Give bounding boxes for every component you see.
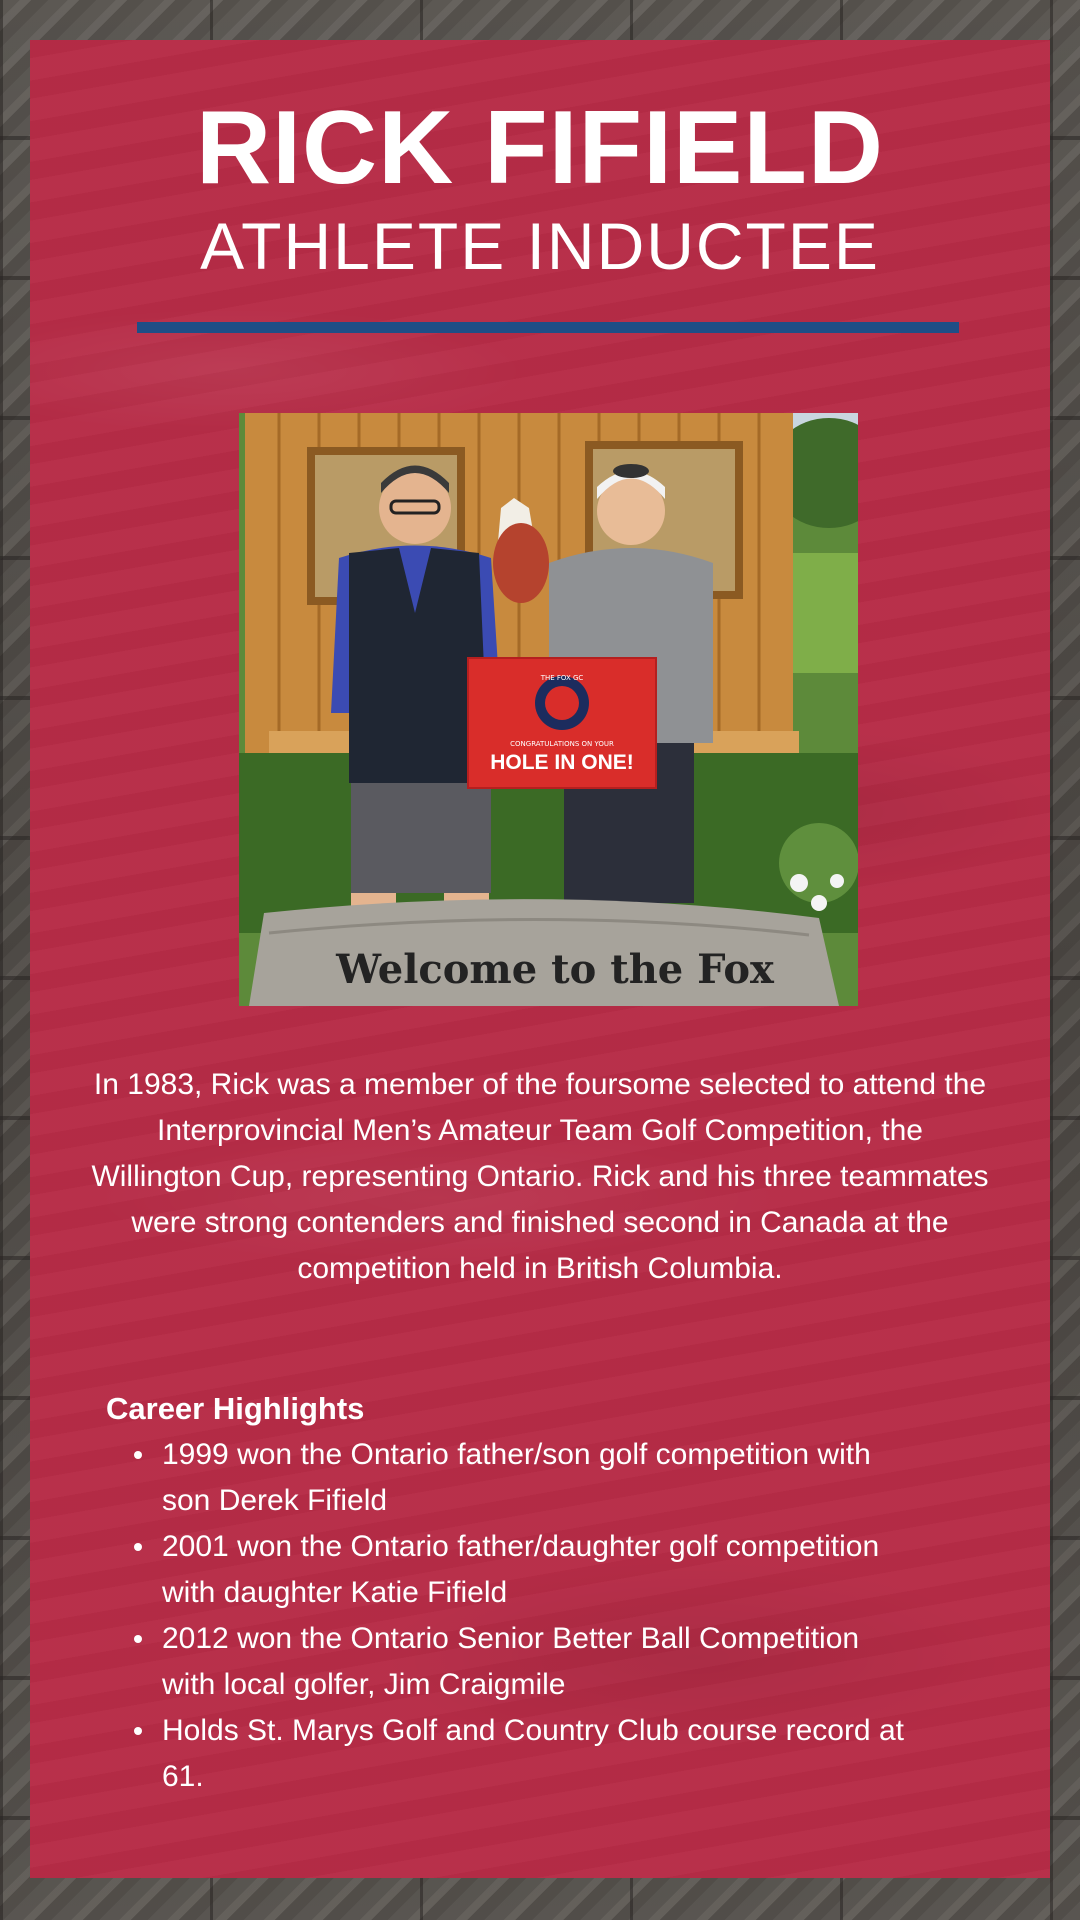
flag-emblem-text: THE FOX GC xyxy=(540,674,584,682)
flag-hole-in-one-text: HOLE IN ONE! xyxy=(490,751,634,774)
flag-congrats-text: CONGRATULATIONS ON YOUR xyxy=(510,740,614,748)
career-highlights-heading: Career Highlights xyxy=(106,1391,365,1426)
bullet-icon xyxy=(134,1727,142,1735)
highlight-text: Holds St. Marys Golf and Country Club course record at 61. xyxy=(162,1714,904,1793)
bullet-icon xyxy=(134,1451,142,1459)
inductee-photo xyxy=(239,413,858,1006)
title-divider xyxy=(137,322,959,333)
list-item xyxy=(106,1708,906,1800)
list-item xyxy=(106,1432,906,1524)
inductee-name: RICK FIFIELD xyxy=(196,90,884,206)
rock-welcome-text: Welcome to the Fox xyxy=(336,946,774,993)
inductee-panel xyxy=(30,40,1050,1878)
list-item xyxy=(106,1616,906,1708)
bullet-icon xyxy=(134,1543,142,1551)
inductee-bio: In 1983, Rick was a member of the foursome selected to attend the Interprovincial Men’s Amateur Team Golf Competition, the Willington Cup, representing Ontario. Rick and his three teammates were strong contenders and finished second in Canada at the competition held in British Columbia. xyxy=(91,1068,989,1285)
bullet-icon xyxy=(134,1635,142,1643)
list-item xyxy=(106,1524,906,1616)
inductee-category: ATHLETE INDUCTEE xyxy=(200,209,880,283)
highlight-text: 1999 won the Ontario father/son golf competition with son Derek Fifield xyxy=(162,1438,871,1517)
career-highlights-list xyxy=(106,1432,906,1800)
highlight-text: 2001 won the Ontario father/daughter golf competition with daughter Katie Fifield xyxy=(162,1530,880,1609)
highlight-text: 2012 won the Ontario Senior Better Ball Competition with local golfer, Jim Craigmile xyxy=(162,1622,860,1701)
